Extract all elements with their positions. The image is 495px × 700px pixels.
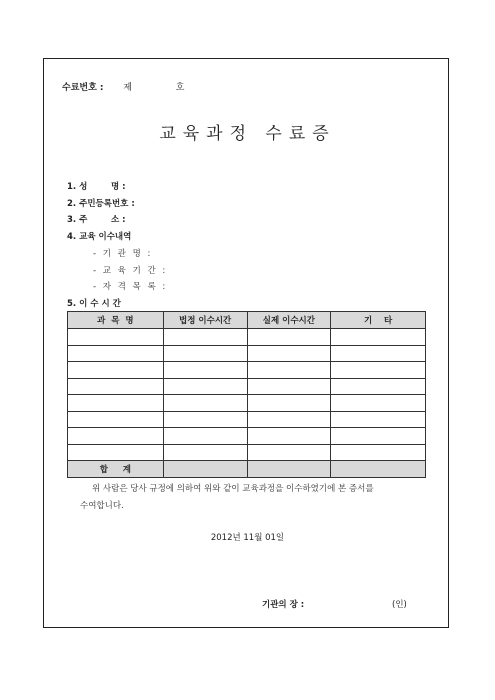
table-cell (331, 444, 426, 461)
total-label: 합 계 (68, 461, 164, 478)
table-total-row (68, 461, 426, 478)
table-cell (68, 378, 164, 395)
table-row (68, 411, 426, 428)
education-item-qualification: - 자 격 목 록 : (93, 282, 168, 292)
header-actual-hours: 실제 이수시간 (247, 312, 331, 329)
table-cell (68, 428, 164, 445)
statement-line-1: 위 사람은 당사 규정에 의하여 위와 같이 교육과정을 이수하였기에 본 증서를 (92, 484, 374, 494)
table-row (68, 329, 426, 346)
seal-mark: (인) (392, 600, 407, 610)
table-cell (247, 378, 331, 395)
cert-no-prefix: 제 (123, 83, 132, 93)
table-row (68, 395, 426, 412)
table-cell (163, 428, 247, 445)
table-cell (68, 395, 164, 412)
table-cell (331, 378, 426, 395)
header-legal-hours: 법정 이수시간 (163, 312, 247, 329)
issue-date: 2012년 11월 01일 (210, 533, 285, 543)
table-cell (68, 329, 164, 346)
table-cell (163, 411, 247, 428)
table-cell (331, 411, 426, 428)
table-cell (247, 362, 331, 379)
table-cell (68, 345, 164, 362)
table-cell (331, 461, 426, 478)
table-cell (331, 428, 426, 445)
education-item-institution: - 기 관 명 : (93, 249, 153, 259)
table-row (68, 428, 426, 445)
header-remarks: 기 타 (331, 312, 426, 329)
table-cell (247, 345, 331, 362)
table-row (68, 378, 426, 395)
certificate-number (62, 80, 184, 93)
table-cell (68, 362, 164, 379)
table-header-row (68, 312, 426, 329)
statement-line-2: 수여합니다. (80, 501, 124, 511)
table-row (68, 345, 426, 362)
table-cell (163, 461, 247, 478)
signature-label: 기관의 장 : (262, 600, 305, 610)
table-row (68, 444, 426, 461)
page-title: 교육과정 수료증 (159, 124, 336, 144)
table-cell (68, 444, 164, 461)
table-cell (247, 461, 331, 478)
hours-heading: 5. 이 수 시 간 (67, 299, 121, 309)
header-subject: 과 목 명 (68, 312, 164, 329)
table-cell (247, 428, 331, 445)
table-cell (163, 444, 247, 461)
field-address: 3. 주 소 : (67, 215, 126, 225)
field-education: 4. 교육 이수내역 (67, 232, 132, 242)
table-cell (331, 345, 426, 362)
education-item-period: - 교 육 기 간 : (93, 266, 168, 276)
table-cell (163, 395, 247, 412)
hours-table (67, 311, 426, 478)
table-cell (247, 444, 331, 461)
table-cell (68, 411, 164, 428)
table-cell (163, 345, 247, 362)
table-cell (247, 395, 331, 412)
table-row (68, 362, 426, 379)
cert-no-label: 수료번호 : (62, 83, 104, 93)
table-cell (331, 362, 426, 379)
field-resident-number: 2. 주민등록번호 : (67, 199, 135, 209)
table-cell (331, 329, 426, 346)
table-cell (163, 362, 247, 379)
table-cell (163, 378, 247, 395)
table-cell (247, 329, 331, 346)
cert-no-suffix: 호 (175, 83, 185, 93)
table-cell (163, 329, 247, 346)
field-name: 1. 성 명 : (67, 182, 126, 192)
table-cell (247, 411, 331, 428)
table-cell (331, 395, 426, 412)
